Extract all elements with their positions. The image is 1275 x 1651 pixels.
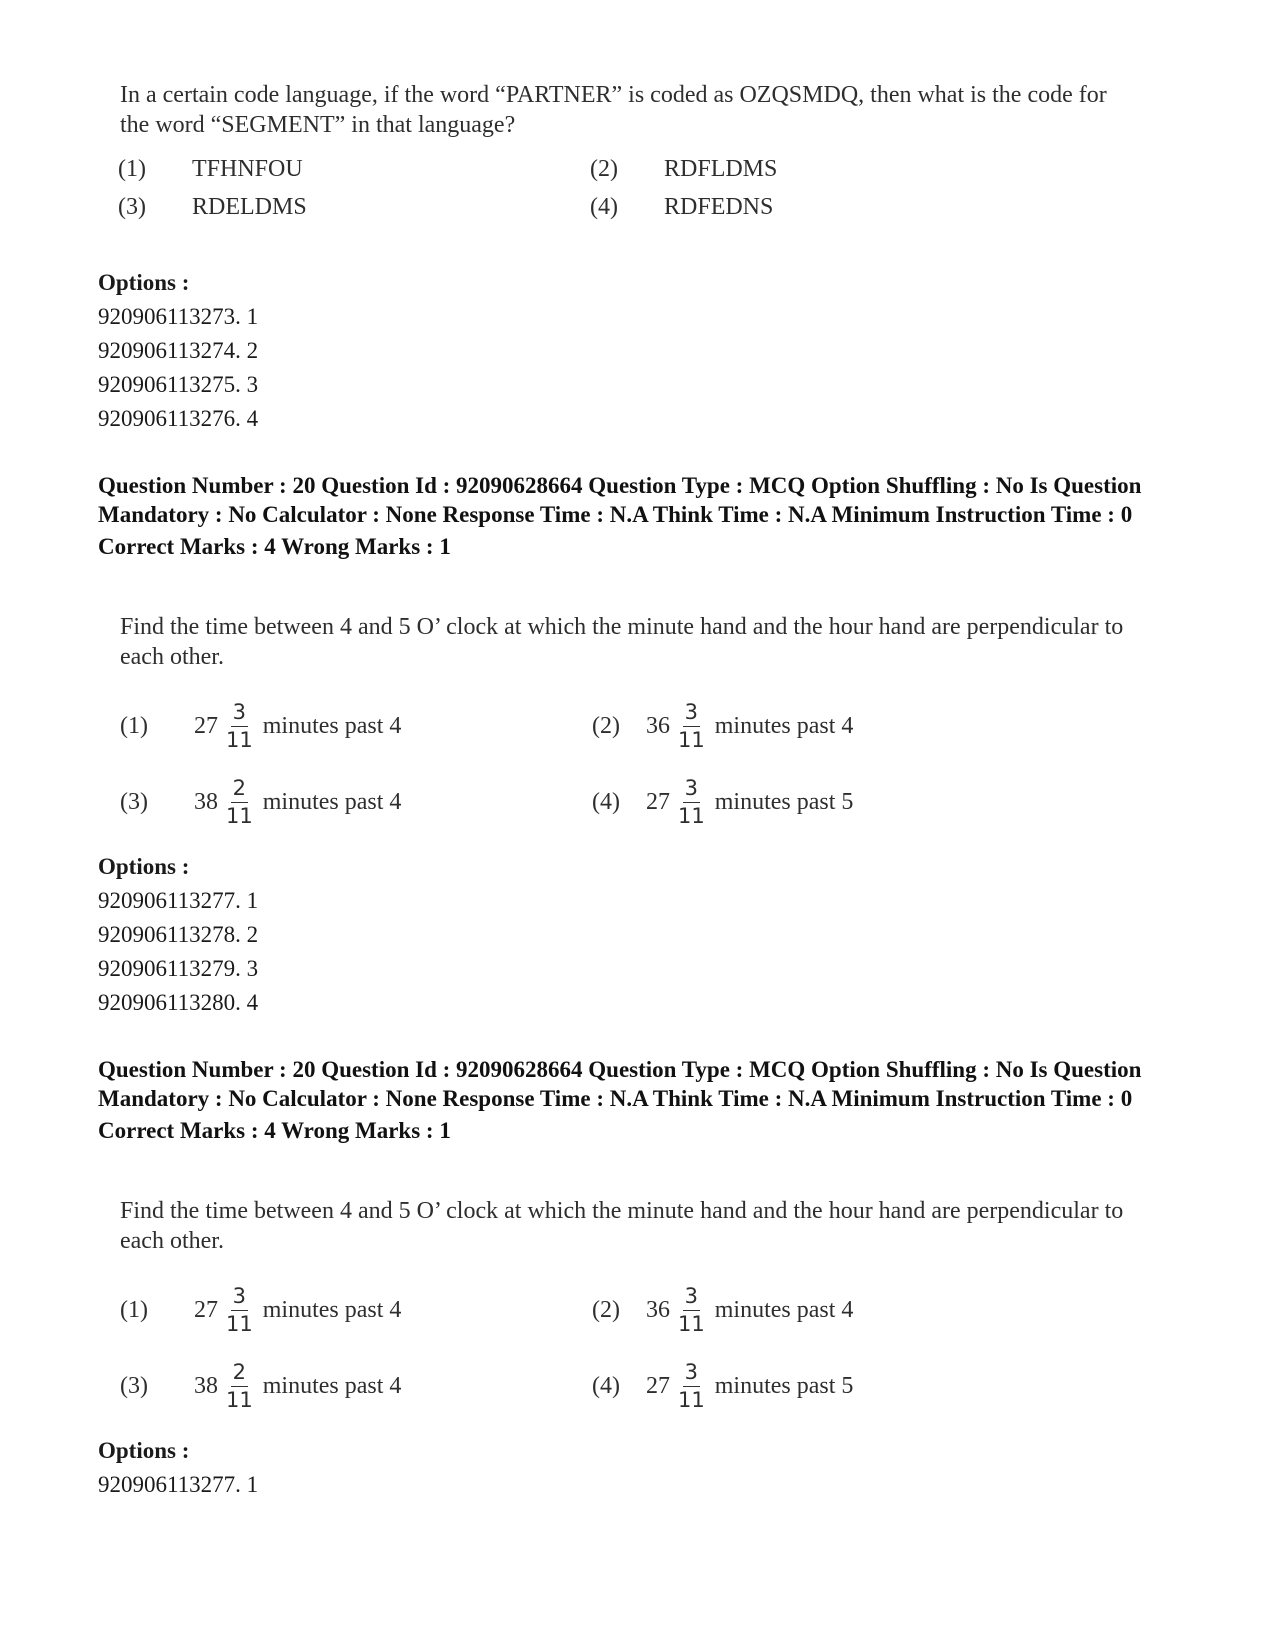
q20b-question-image [120,1196,1130,1256]
marks-text: Correct Marks : 4 Wrong Marks : 1 [98,534,451,559]
q20a-question-text: Find the time between 4 and 5 O’ clock at which the minute hand and the hour hand are perpendicular to each other. [120,614,1124,670]
fraction: $\frac{2}{11}$ [226,776,253,828]
option-id: 920906113280. 4 [98,990,259,1015]
fraction: $\frac{3}{11}$ [678,1284,705,1336]
marks-text: Correct Marks : 4 Wrong Marks : 1 [98,1118,451,1143]
q20b-question-text: Find the time between 4 and 5 O’ clock at which the minute hand and the hour hand are perpendicular to each other. [120,1198,1124,1254]
fraction: $\frac{3}{11}$ [226,700,253,752]
options-header: Options : [98,270,190,295]
fraction: $\frac{3}{11}$ [678,700,705,752]
fraction: $\frac{3}{11}$ [226,1284,253,1336]
options-header: Options : [98,854,190,879]
choice-text: TFHNFOU [192,156,303,182]
fraction: $\frac{3}{11}$ [678,776,705,828]
q19-options-list [98,266,258,436]
q20b-options-list [98,1434,258,1502]
fraction: $\frac{3}{11}$ [678,1360,705,1412]
option-id: 920906113276. 4 [98,406,259,431]
fraction: $\frac{2}{11}$ [226,1360,253,1412]
q20b-choice-1: (1) 27 $\frac{3}{11}$ minutes past 4 [120,1284,402,1336]
q20b-choice-4: (4) 27 $\frac{3}{11}$ minutes past 5 [592,1360,854,1412]
option-id: 920906113275. 3 [98,372,259,397]
q20a-choice-3: (3) 38 $\frac{2}{11}$ minutes past 4 [120,776,402,828]
q19-choice-3: (3) RDELDMS [118,194,307,220]
option-id: 920906113273. 1 [98,304,259,329]
option-id: 920906113274. 2 [98,338,259,363]
q20a-question-image [120,612,1130,672]
q20a-choice-1: (1) 27 $\frac{3}{11}$ minutes past 4 [120,700,402,752]
q20b-choice-3: (3) 38 $\frac{2}{11}$ minutes past 4 [120,1360,402,1412]
q19-question-image [120,80,1130,140]
q19-choice-1: (1) TFHNFOU [118,156,303,182]
option-id: 920906113277. 1 [98,1472,259,1497]
q19-choice-2: (2) RDFLDMS [590,156,778,182]
q19-question-text: In a certain code language, if the word “PARTNER” is coded as OZQSMDQ, then what is the code for the word “SEGMENT” in that language? [120,82,1107,138]
choice-text: RDFLDMS [664,156,778,182]
q20a-metadata [98,472,1178,562]
q20a-choice-2: (2) 36 $\frac{3}{11}$ minutes past 4 [592,700,854,752]
option-id: 920906113277. 1 [98,888,259,913]
choice-text: RDFEDNS [664,194,774,220]
q20a-choice-4: (4) 27 $\frac{3}{11}$ minutes past 5 [592,776,854,828]
q20a-options-list [98,850,258,1020]
choice-text: RDELDMS [192,194,307,220]
question-meta-text: Question Number : 20 Question Id : 92090628664 Question Type : MCQ Option Shuffling : No Is Question Mandatory : No Calculator : None Response Time : N.A Think Time : N.A Minimum Instruction Time : 0 [98,473,1142,527]
option-id: 920906113278. 2 [98,922,259,947]
option-id: 920906113279. 3 [98,956,259,981]
q20b-metadata [98,1056,1178,1146]
q20b-choice-2: (2) 36 $\frac{3}{11}$ minutes past 4 [592,1284,854,1336]
options-header: Options : [98,1438,190,1463]
question-meta-text: Question Number : 20 Question Id : 92090628664 Question Type : MCQ Option Shuffling : No Is Question Mandatory : No Calculator : None Response Time : N.A Think Time : N.A Minimum Instruction Time : 0 [98,1057,1142,1111]
q19-choice-4: (4) RDFEDNS [590,194,774,220]
